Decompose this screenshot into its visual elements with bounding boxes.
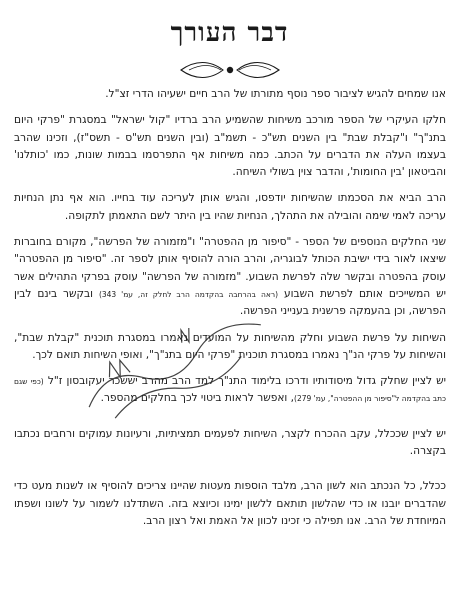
page-title: דבר העורך — [170, 18, 289, 48]
paragraph-main-a: חלקו העיקרי של הספר מורכב משיחות שהשמיע הרב ברדיו "קול ישראל" במסגרת "פרקי היום בתנ"ך" ו"קבלת שבת" בין השנים תש"כ - תשמ"ב — [14, 114, 446, 144]
paragraph-language: ככלל, כל הנכתב הוא לשון הרב, מלבד הוספות מעטות שהיינו צריכים להוסיף או לשנות מעט כדי שהדברים יובנו או כדי שהלשון תותאם ללשון ימינו וכיוצא בזה. השתדלנו לשמור על לשונו ושפתו המיוחדת של הרב. אנו תפילה כי זכינו לכוון אל האמת ואל רצון הרב. — [14, 480, 446, 527]
paragraph-parts-a: שני החלקים הנוספים של הספר - "סיפור מן ההפטרה" ו"מזמורה של הפרשה", מקורם בחוברות שיצאו לאור בידי ישיבת הכותל לבוגריה, והרב הורה להוסיף אותן לספר זה. "סיפור מן ההפטרה" עוסק בהפטרה ובקשר שלה לפרשת השבוע. "מזמורה של הפרשה" עוסק בפרקי התהילים אשר יש המשייכים אותם לפרשת השבוע — [14, 236, 446, 300]
paragraph-main-b: (ובין השנים תש"ס - תשס"ז), וזכינו שהרב בעצמו העלה את הדברים על הכתב. כמה משיחות אף התפרסמו בבמות שונות, כמו 'כותלנו' והביטאון 'בין החומות', והדבר צוין בשולי השיחה. — [14, 131, 446, 179]
paragraph-programs: השיחות על פרשת השבוע וחלק מהשיחות על המועדים נאמרו במסגרת תוכנית "קבלת שבת", והשיחות על פרקי הנ"ך נאמרו במסגרת תוכנית "פרקי היום בתנ"ך", ואופי השיחות תואם לכך. — [14, 331, 446, 361]
paragraph-intro: אנו שמחים להגיש לציבור ספר נוסף מתורתו של הרב חיים ישעיהו הדרי זצ"ל. — [105, 88, 446, 100]
paragraph-parts-note: (ראה בהרחבה בהקדמה הרב לחלק זה, עמ' 343) — [98, 289, 279, 299]
paragraph-teacher-b: , ואפשר לראות ביטוי לכך בחלקים מהספר. — [100, 392, 295, 405]
paragraph-teacher-note: (כפי שגם כתב בהקדמה ל"סיפור מן ההפטרה", עמ' 279) — [14, 377, 446, 404]
paragraph-editing: הרב הביא את הסכמתו שהשיחות יודפסו, והגיש אותן לעריכה עוד בחייו. הוא אף נתן הנחיות עריכה לאמי שימה והובילה את התהלך, הנחיות שהיו בין היתר לשם התאמתן לתקופה. — [14, 192, 446, 222]
editor-text — [14, 86, 446, 539]
paragraph-teacher-a: יש לציין שחלק גדול מיסודותיו ודרכו בלימוד התנ"ך למד הרב מהרב יששכר יעקובסון ז"ל — [47, 375, 446, 388]
paragraph-teacher — [14, 373, 446, 408]
paragraph-parts-b: ובקשר בינם לבין הפרשה, וכן בהעמקה פרשנית בענייני הפרשה. — [14, 287, 446, 318]
title-ornament — [175, 58, 285, 82]
paragraph-main — [14, 112, 446, 181]
paragraph-brevity: יש לציין שככלל, עקב ההכרח לקצר, השיחות לפעמים תמציתיות, ורעיונות עמוקים ורחבים נכתבו בקצרה. — [14, 427, 446, 458]
paragraph-parts — [14, 234, 446, 320]
